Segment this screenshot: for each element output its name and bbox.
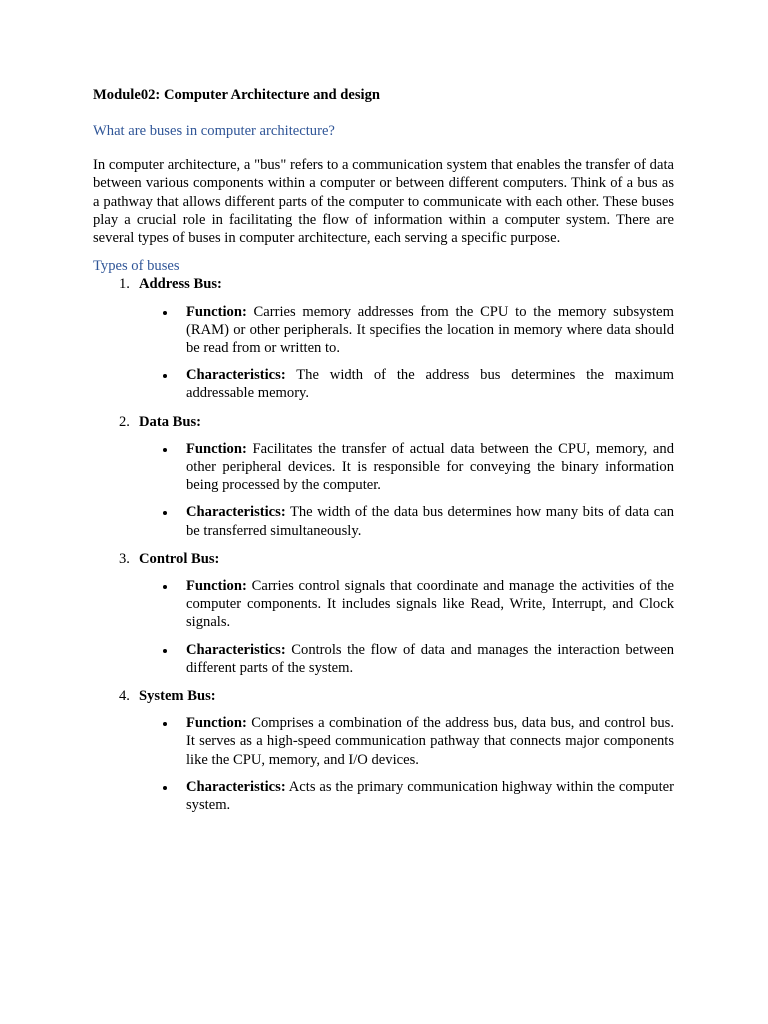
- detail-list: [93, 577, 674, 677]
- section-heading-question: What are buses in computer architecture?: [93, 123, 335, 139]
- bus-item-control: [93, 550, 674, 677]
- list-item: [93, 778, 674, 814]
- detail-text: Controls the flow of data and manages the interaction between different parts of the system.: [186, 641, 674, 676]
- list-number: 1.: [119, 276, 130, 293]
- detail-label: Function:: [186, 440, 247, 457]
- bullet-icon: [93, 714, 186, 769]
- bullet-icon: [93, 778, 186, 814]
- detail-label: Characteristics:: [186, 641, 286, 658]
- detail-text: The width of the address bus determines the maximum addressable memory.: [186, 367, 674, 402]
- list-item: [93, 303, 674, 358]
- intro-paragraph: In computer architecture, a "bus" refers to a communication system that enables the transfer of data between various components within a computer or between different computers. Think of a bus as a pathway that allows different parts of the computer to communicate with each other. These buses play a crucial role in facilitating the flow of information within a computer system. There are several types of buses in computer architecture, each serving a specific purpose.: [93, 157, 674, 247]
- list-number: 2.: [119, 413, 130, 430]
- bullet-icon: [93, 577, 186, 632]
- detail-text: Comprises a combination of the address bus, data bus, and control bus. It serves as a high-speed communication pathway that connects major components like the CPU, memory, and I/O devices.: [186, 715, 674, 768]
- detail-label: Function:: [186, 578, 247, 595]
- detail-label: Characteristics:: [186, 778, 286, 795]
- list-number: 4.: [119, 688, 130, 705]
- module-title: Module02: Computer Architecture and design: [93, 87, 381, 103]
- detail-label: Function:: [186, 715, 247, 732]
- bullet-icon: [93, 366, 186, 402]
- list-item: [93, 714, 674, 769]
- detail-label: Characteristics:: [186, 367, 286, 384]
- detail-label: Characteristics:: [186, 504, 286, 521]
- bus-types-list: [93, 275, 674, 814]
- bus-item-address: [93, 275, 674, 402]
- bullet-icon: [93, 303, 186, 358]
- list-item: [93, 366, 674, 402]
- detail-text: Acts as the primary communication highway within the computer system.: [186, 778, 674, 814]
- detail-text: Carries memory addresses from the CPU to the memory subsystem (RAM) or other peripherals. It specifies the location in memory where data should be read from or written to.: [186, 303, 674, 357]
- bus-name: Data Bus:: [139, 413, 202, 430]
- document-page: [93, 86, 674, 824]
- detail-text: The width of the data bus determines how many bits of data can be transferred simultaneously.: [186, 504, 674, 539]
- detail-text: Facilitates the transfer of actual data between the CPU, memory, and other peripheral devices. It is responsible for conveying the binary information being processed by the computer.: [186, 440, 674, 494]
- bus-item-data: [93, 413, 674, 540]
- list-item: [93, 577, 674, 632]
- bullet-icon: [93, 503, 186, 539]
- bus-name: System Bus:: [139, 688, 216, 705]
- detail-label: Function:: [186, 303, 247, 320]
- list-item: [93, 503, 674, 539]
- bus-item-system: [93, 687, 674, 814]
- bullet-icon: [93, 641, 186, 677]
- list-item: [93, 641, 674, 677]
- bus-name: Control Bus:: [139, 550, 220, 567]
- list-item: [93, 440, 674, 495]
- detail-text: Carries control signals that coordinate and manage the activities of the computer components. It includes signals like Read, Write, Interrupt, and Clock signals.: [186, 578, 674, 631]
- detail-list: [93, 303, 674, 403]
- list-number: 3.: [119, 550, 130, 567]
- bullet-icon: [93, 440, 186, 495]
- types-heading: Types of buses: [93, 258, 180, 275]
- detail-list: [93, 440, 674, 540]
- detail-list: [93, 714, 674, 814]
- bus-name: Address Bus:: [139, 276, 222, 293]
